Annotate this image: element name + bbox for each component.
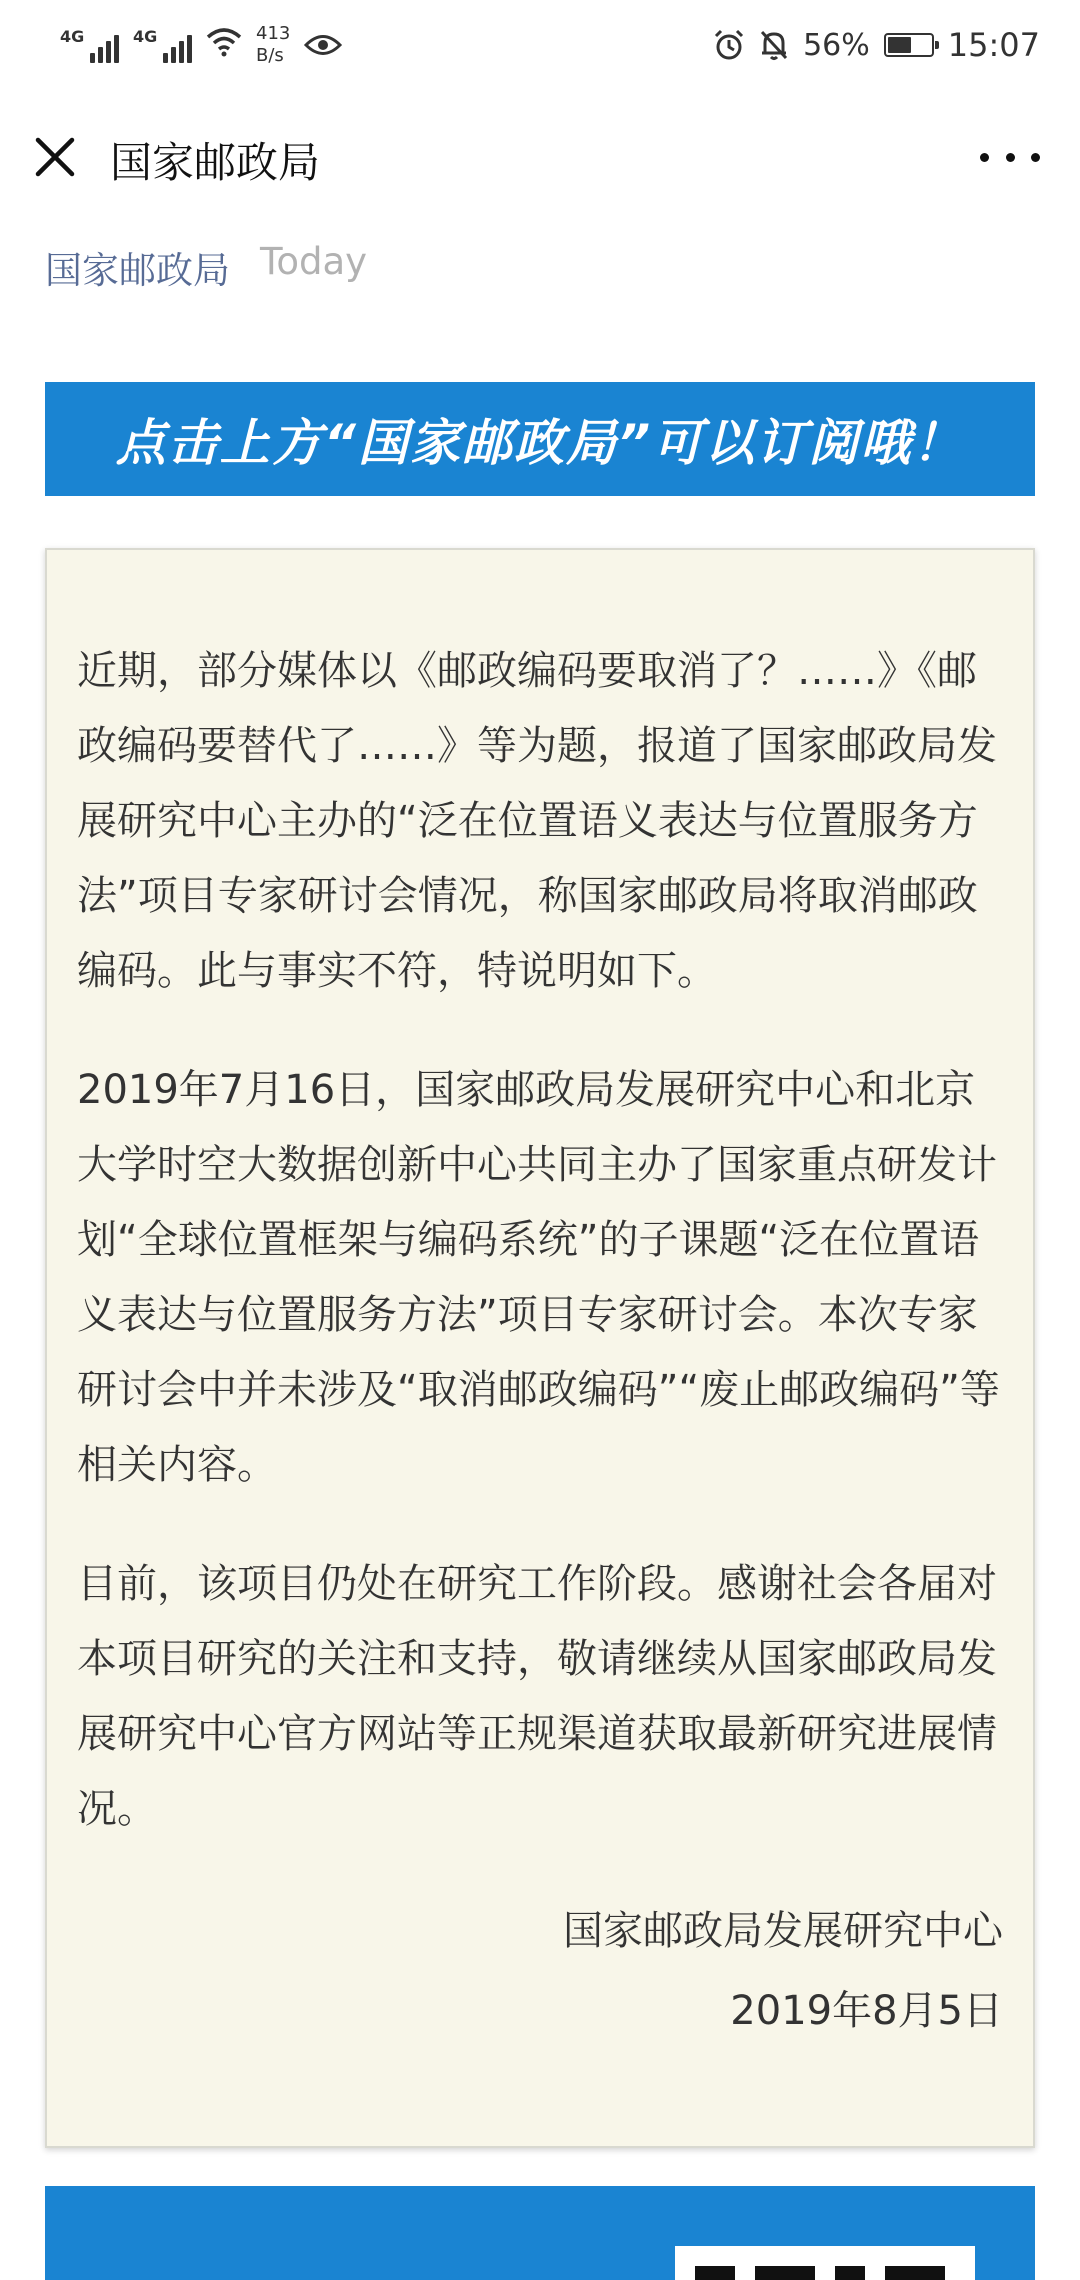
signal-2-icon bbox=[133, 27, 192, 63]
article-meta bbox=[45, 240, 367, 294]
signal-1-icon bbox=[60, 27, 119, 63]
signature-org: 国家邮政局发展研究中心 bbox=[563, 1908, 1003, 1954]
network-speed bbox=[256, 23, 290, 67]
page-title: 国家邮政局 bbox=[110, 138, 321, 187]
subscribe-banner-text: 点击上方“国家邮政局”可以订阅哦！ bbox=[115, 414, 965, 472]
more-icon-dot bbox=[980, 153, 989, 162]
network-speed-value: 413 bbox=[256, 23, 291, 44]
signal-2-label: 4G bbox=[133, 27, 158, 46]
article-card bbox=[45, 548, 1035, 2148]
article-paragraph: 目前，该项目仍处在研究工作阶段。感谢社会各届对本项目研究的关注和支持，敬请继续从国家邮政局发展研究中心官方网站等正规渠道获取最新研究进展情况。 bbox=[77, 1561, 997, 1832]
close-icon bbox=[30, 132, 80, 182]
more-icon-dot bbox=[1031, 153, 1040, 162]
battery-fill bbox=[888, 37, 912, 53]
battery-percent: 56% bbox=[803, 27, 870, 63]
subscribe-banner bbox=[45, 382, 1035, 496]
status-bar bbox=[0, 0, 1080, 90]
bell-off-icon bbox=[759, 29, 789, 61]
signature-date: 2019年8月5日 bbox=[730, 1988, 1003, 2034]
publish-date: Today bbox=[260, 240, 368, 283]
more-button[interactable] bbox=[980, 142, 1040, 172]
signal-1-label: 4G bbox=[60, 27, 85, 46]
top-nav bbox=[0, 112, 1080, 202]
battery-icon bbox=[884, 33, 934, 57]
status-left bbox=[60, 23, 342, 67]
close-button[interactable] bbox=[30, 132, 80, 182]
eye-icon bbox=[304, 32, 342, 58]
bottom-banner bbox=[45, 2186, 1035, 2280]
status-right bbox=[713, 26, 1040, 64]
account-name-link[interactable]: 国家邮政局 bbox=[45, 249, 230, 292]
clock: 15:07 bbox=[947, 26, 1040, 64]
qr-code-image bbox=[675, 2246, 975, 2280]
article-paragraph: 2019年7月16日，国家邮政局发展研究中心和北京大学时空大数据创新中心共同主办了国家重点研发计划“全球位置框架与编码系统”的子课题“泛在位置语义表达与位置服务方法”项目专家研讨会。本次专家研讨会中并未涉及“取消邮政编码”“废止邮政编码”等相关内容。 bbox=[77, 1067, 1000, 1488]
alarm-icon bbox=[713, 29, 745, 61]
network-speed-unit: B/s bbox=[256, 45, 284, 66]
article-paragraph: 近期，部分媒体以《邮政编码要取消了？……》《邮政编码要替代了……》等为题，报道了国家邮政局发展研究中心主办的“泛在位置语义表达与位置服务方法”项目专家研讨会情况，称国家邮政局将取消邮政编码。此与事实不符，特说明如下。 bbox=[77, 648, 997, 994]
more-icon-dot bbox=[1006, 153, 1015, 162]
wifi-icon bbox=[206, 27, 242, 63]
